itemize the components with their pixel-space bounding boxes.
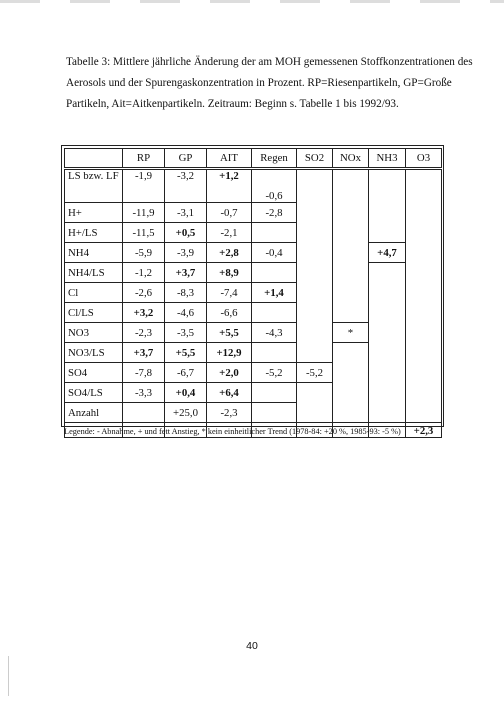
nox-column-blank <box>333 169 369 323</box>
table-row <box>65 263 442 283</box>
caption-line: Tabelle 3: Mittlere jährliche Änderung der am MOH gemessenen Stoffkonzentrationen des <box>66 56 473 68</box>
gp-cell: +0,4 <box>165 383 207 403</box>
gp-cell: -6,7 <box>165 363 207 383</box>
gp-cell: -3,9 <box>165 243 207 263</box>
row-label: SO4/LS <box>65 383 123 403</box>
regen-cell <box>252 223 297 243</box>
nh3-column-blank <box>369 169 406 243</box>
rp-cell: -3,3 <box>123 383 165 403</box>
row-label: NO3 <box>65 323 123 343</box>
so2-cell: -5,2 <box>297 363 333 383</box>
header-cell: Regen <box>252 149 297 169</box>
nh3-column-blank <box>369 263 406 423</box>
gp-cell: -4,6 <box>165 303 207 323</box>
data-table <box>64 148 442 438</box>
ait-cell: -2,1 <box>207 223 252 243</box>
table-row <box>65 243 442 263</box>
ait-cell: +2,8 <box>207 243 252 263</box>
ait-cell: -0,7 <box>207 203 252 223</box>
rp-cell: -2,3 <box>123 323 165 343</box>
nh3-cell: +4,7 <box>369 243 406 263</box>
gp-cell: +25,0 <box>165 403 207 423</box>
row-label: LS bzw. LF <box>65 169 123 203</box>
rp-cell: -11,9 <box>123 203 165 223</box>
rp-cell: -11,5 <box>123 223 165 243</box>
ait-cell: +5,5 <box>207 323 252 343</box>
ait-cell: +2,0 <box>207 363 252 383</box>
gp-cell: -3,2 <box>165 169 207 203</box>
row-label: NH4 <box>65 243 123 263</box>
header-cell: SO2 <box>297 149 333 169</box>
scan-edge-line <box>0 0 504 3</box>
regen-cell: -0,4 <box>252 243 297 263</box>
ait-cell: -7,4 <box>207 283 252 303</box>
caption-line: Partikeln, Ait=Aitkenpartikeln. Zeitraum: Beginn s. Tabelle 1 bis 1992/93. <box>66 98 399 110</box>
gp-cell: +0,5 <box>165 223 207 243</box>
regen-cell <box>252 383 297 403</box>
rp-cell: -2,6 <box>123 283 165 303</box>
scan-edge-mark <box>8 656 9 696</box>
regen-cell: -0,6 <box>252 169 297 203</box>
rp-cell: +3,2 <box>123 303 165 323</box>
rp-cell: -5,9 <box>123 243 165 263</box>
rp-cell <box>123 403 165 423</box>
row-label: NO3/LS <box>65 343 123 363</box>
header-row <box>65 149 442 169</box>
row-label: Anzahl <box>65 403 123 423</box>
o3-column-blank <box>406 169 442 423</box>
table-caption <box>66 52 473 115</box>
header-cell: AIT <box>207 149 252 169</box>
ait-cell: -2,3 <box>207 403 252 423</box>
gp-cell: +3,7 <box>165 263 207 283</box>
regen-cell <box>252 343 297 363</box>
gp-cell: -8,3 <box>165 283 207 303</box>
header-cell: RP <box>123 149 165 169</box>
regen-cell: +1,4 <box>252 283 297 303</box>
header-cell: GP <box>165 149 207 169</box>
nox-cell: * <box>333 323 369 343</box>
regen-cell: -2,8 <box>252 203 297 223</box>
regen-cell <box>252 303 297 323</box>
rp-cell: +3,7 <box>123 343 165 363</box>
header-cell: NOx <box>333 149 369 169</box>
header-cell: NH3 <box>369 149 406 169</box>
row-label: H+/LS <box>65 223 123 243</box>
ait-cell: +8,9 <box>207 263 252 283</box>
row-label: H+ <box>65 203 123 223</box>
regen-cell: -4,3 <box>252 323 297 343</box>
regen-cell <box>252 403 297 423</box>
caption-line: Aerosols und der Spurengaskonzentration in Prozent. RP=Riesenpartikeln, GP=Große <box>66 77 452 89</box>
gp-cell: +5,5 <box>165 343 207 363</box>
ait-cell: -6,6 <box>207 303 252 323</box>
ait-cell: +1,2 <box>207 169 252 203</box>
row-label: Cl/LS <box>65 303 123 323</box>
regen-cell: -5,2 <box>252 363 297 383</box>
row-label: NH4/LS <box>65 263 123 283</box>
ait-cell: +12,9 <box>207 343 252 363</box>
o3-cell: +2,3 <box>406 423 442 438</box>
table-row <box>65 169 442 203</box>
gp-cell: -3,5 <box>165 323 207 343</box>
regen-cell <box>252 263 297 283</box>
header-cell: O3 <box>406 149 442 169</box>
rp-cell: -1,2 <box>123 263 165 283</box>
rp-cell: -7,8 <box>123 363 165 383</box>
nox-column-blank <box>333 343 369 423</box>
ait-cell: +6,4 <box>207 383 252 403</box>
header-cell <box>65 149 123 169</box>
so2-column-blank <box>297 169 333 363</box>
page-number: 40 <box>246 640 258 652</box>
so2-column-blank <box>297 383 333 423</box>
row-label: Cl <box>65 283 123 303</box>
rp-cell: -1,9 <box>123 169 165 203</box>
row-label: SO4 <box>65 363 123 383</box>
gp-cell: -3,1 <box>165 203 207 223</box>
table-legend: Legende: - Abnahme, + und fett Anstieg, * kein einheitlicher Trend (1978-84: +20 %, 1985-93: -5 %) <box>64 427 401 436</box>
